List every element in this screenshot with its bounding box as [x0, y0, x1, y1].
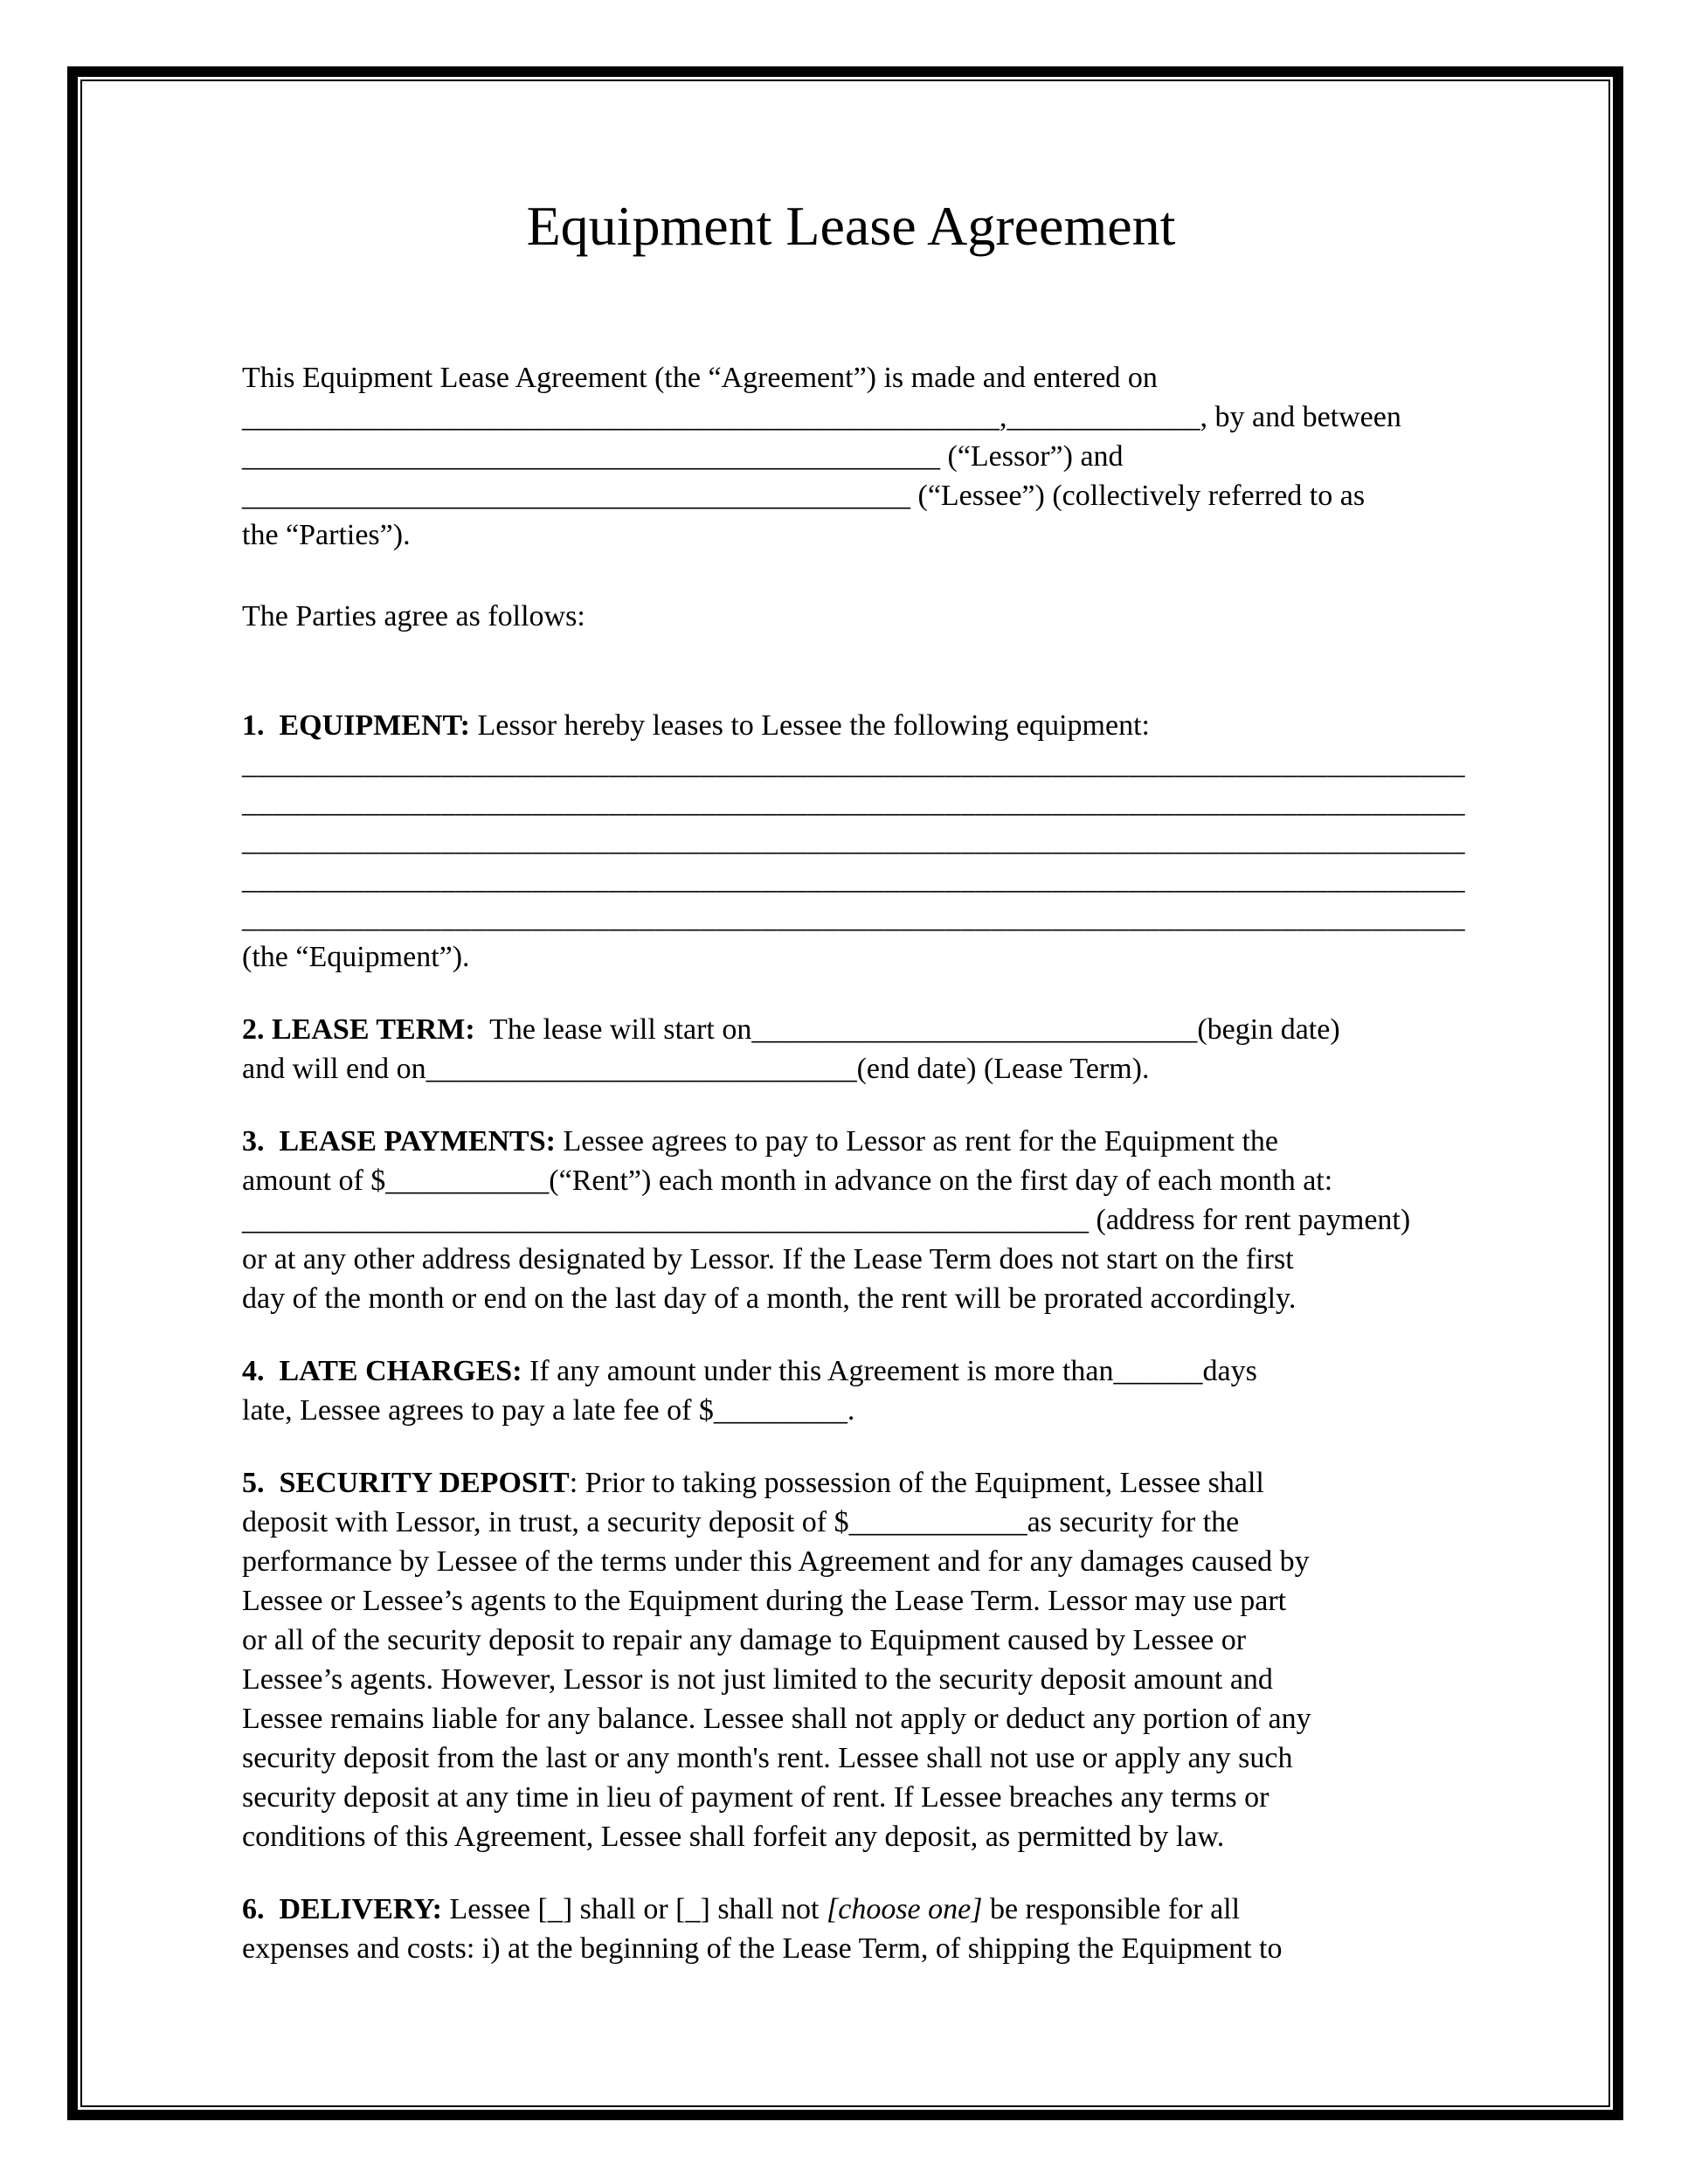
- section-late-charges-number-label: 4. LATE CHARGES:: [242, 1354, 522, 1387]
- section-lease-payments: [242, 1122, 1460, 1318]
- section-equipment: [242, 706, 1465, 977]
- security-deposit-line-4: Lessee or Lessee’s agents to the Equipment during the Lease Term. Lessor may use part: [242, 1584, 1287, 1617]
- section-lease-payments-number-label: 3. LEASE PAYMENTS:: [242, 1124, 556, 1158]
- late-charges-line-2-fee-blank: late, Lessee agrees to pay a late fee of $_________.: [242, 1393, 855, 1427]
- late-charges-line-1: [242, 1351, 1460, 1391]
- document-title: Equipment Lease Agreement: [526, 195, 1176, 257]
- parties-agree-line: The Parties agree as follows:: [242, 599, 585, 632]
- document-content: [82, 81, 1608, 2105]
- security-deposit-line-9: security deposit at any time in lieu of payment of rent. If Lessee breaches any terms or: [242, 1780, 1269, 1814]
- lease-payments-line-2-rent-blank: amount of $___________(“Rent”) each month in advance on the first day of each month at:: [242, 1164, 1333, 1197]
- equipment-blank-line-5: ________________________________________________________________________________: [242, 901, 1465, 934]
- security-deposit-line-3: performance by Lessee of the terms under this Agreement and for any damages caused by: [242, 1545, 1310, 1578]
- lease-payments-heading-text: Lessee agrees to pay to Lessor as rent for the Equipment the: [555, 1124, 1279, 1158]
- security-deposit-line-5: or all of the security deposit to repair any damage to Equipment caused by Lessee or: [242, 1623, 1247, 1656]
- lease-payments-line-5: day of the month or end on the last day of a month, the rent will be prorated accordingly.: [242, 1282, 1297, 1315]
- section-equipment-heading-text: Lessor hereby leases to Lessee the following equipment:: [469, 708, 1150, 742]
- equipment-blank-line-3: ________________________________________________________________________________: [242, 824, 1465, 857]
- delivery-line-1-tail: be responsible for all: [982, 1892, 1241, 1925]
- security-deposit-line-1: [242, 1463, 1460, 1503]
- equipment-blank-line-1: ________________________________________________________________________________: [242, 747, 1465, 780]
- page-border-inner-rule: [80, 79, 1610, 2107]
- intro-line-5: the “Parties”).: [242, 518, 411, 551]
- lease-payments-line-3-address-blank: _________________________________________________________ (address for rent payment): [242, 1203, 1411, 1236]
- section-equipment-number-label: 1. EQUIPMENT:: [242, 708, 470, 742]
- page-border-frame: [67, 66, 1623, 2120]
- parties-agree-paragraph: [242, 597, 1460, 636]
- section-security-deposit: [242, 1463, 1460, 1856]
- lease-term-begin-date-text: The lease will start on______________________________(begin date): [474, 1013, 1340, 1046]
- equipment-caption: (the “Equipment”).: [242, 940, 470, 973]
- lease-payments-line-4: or at any other address designated by Lessor. If the Lease Term does not start on the first: [242, 1242, 1294, 1275]
- intro-line-2-fill-in-date-blanks: ___________________________________________________,_____________, by and between: [242, 400, 1401, 433]
- delivery-choose-one-note: [choose one]: [827, 1892, 983, 1925]
- section-lease-term-number-label: 2. LEASE TERM:: [242, 1013, 475, 1046]
- section-equipment-heading: [242, 706, 1460, 745]
- lease-term-line-2: and will end on_____________________________(end date) (Lease Term).: [242, 1052, 1150, 1085]
- section-security-deposit-number-label: 5. SECURITY DEPOSIT: [242, 1466, 570, 1499]
- section-delivery-number-label: 6. DELIVERY:: [242, 1892, 442, 1925]
- security-deposit-line-6: Lessee’s agents. However, Lessor is not just limited to the security deposit amount and: [242, 1662, 1273, 1696]
- delivery-checkbox-text: Lessee [_] shall or [_] shall not: [442, 1892, 827, 1925]
- section-lease-term: [242, 1010, 1460, 1089]
- section-delivery: [242, 1890, 1460, 1968]
- intro-line-3-lessor-blank: _______________________________________________ (“Lessor”) and: [242, 439, 1124, 473]
- security-deposit-line-8: security deposit from the last or any month's rent. Lessee shall not use or apply any such: [242, 1741, 1293, 1774]
- security-deposit-line-10: conditions of this Agreement, Lessee shall forfeit any deposit, as permitted by law.: [242, 1820, 1225, 1853]
- intro-paragraph: [242, 358, 1460, 555]
- security-deposit-line-2-amount-blank: deposit with Lessor, in trust, a security deposit of $____________as security for the: [242, 1505, 1240, 1538]
- delivery-line-2: expenses and costs: i) at the beginning of the Lease Term, of shipping the Equipment to: [242, 1932, 1283, 1965]
- lease-payments-line-1: [242, 1122, 1460, 1161]
- intro-line-1: This Equipment Lease Agreement (the “Agreement”) is made and entered on: [242, 361, 1158, 394]
- equipment-blank-line-4: ________________________________________________________________________________: [242, 862, 1465, 895]
- security-deposit-line-7: Lessee remains liable for any balance. Lessee shall not apply or deduct any portion of any: [242, 1702, 1311, 1735]
- intro-line-4-lessee-blank: _____________________________________________ (“Lessee”) (collectively referred to as: [242, 479, 1366, 512]
- equipment-blank-line-2: ________________________________________________________________________________: [242, 785, 1465, 819]
- delivery-line-1: [242, 1890, 1460, 1929]
- security-deposit-heading-text: : Prior to taking possession of the Equipment, Lessee shall: [569, 1466, 1264, 1499]
- lease-term-line-1: [242, 1010, 1460, 1049]
- late-charges-days-blank-text: If any amount under this Agreement is more than______days: [522, 1354, 1257, 1387]
- section-late-charges: [242, 1351, 1460, 1430]
